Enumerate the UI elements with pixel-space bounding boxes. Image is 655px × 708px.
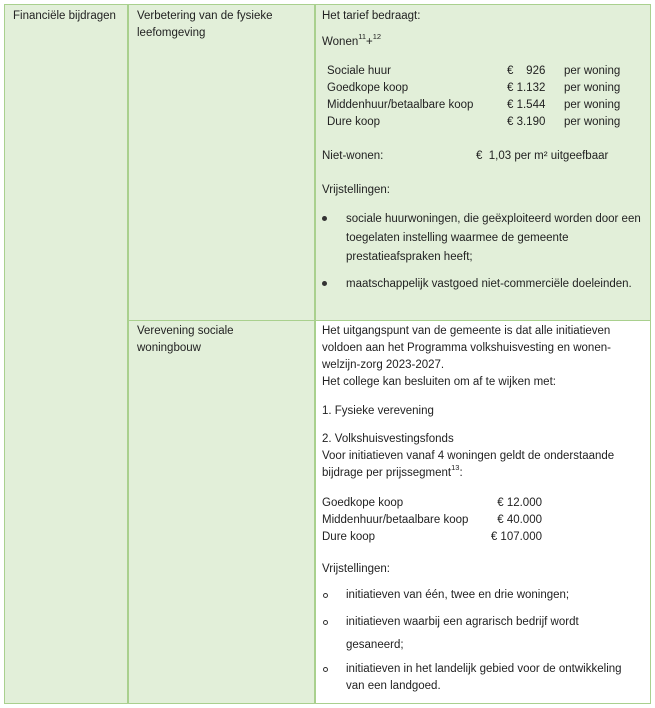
topic-cell-fysieke-leefomgeving: [128, 4, 315, 321]
vrijstelling-item-1: initiatieven van één, twee en drie woningen;: [346, 589, 570, 601]
bijdrage-label-2: Dure koop: [322, 531, 376, 543]
tarief-intro: Het tarief bedraagt:: [322, 10, 421, 22]
tarief-unit-0: per woning: [564, 65, 621, 77]
tarief-label-1: Goedkope koop: [327, 82, 409, 94]
bijdrage-amount-0: € 12.000: [497, 497, 542, 509]
vrijstelling-item-2-line-2: gesaneerd;: [346, 639, 404, 651]
bijdrage-amount-1: € 40.000: [497, 514, 542, 526]
optie-fysieke-verevening: 1. Fysieke verevening: [322, 405, 434, 417]
tarief-amount-3: € 3.190: [507, 116, 546, 128]
tarief-unit-1: per woning: [564, 82, 621, 94]
topic-line-1: Verevening sociale: [137, 325, 234, 337]
tarief-unit-2: per woning: [564, 99, 621, 111]
circle-bullet-icon: [323, 620, 328, 625]
tarief-label-0: Sociale huur: [327, 65, 391, 77]
niet-wonen-label: Niet-wonen:: [322, 150, 384, 162]
topic-line-2: leefomgeving: [137, 27, 206, 39]
vrijstelling-item-2: maatschappelijk vastgoed niet-commerciële doeleinden.: [346, 278, 632, 290]
topic-line-2: woningbouw: [137, 342, 201, 354]
topic-cell-verevening: [128, 320, 315, 704]
vrijstelling-item-3: initiatieven in het landelijk gebied voor de ontwikkeling van een landgoed.: [346, 663, 622, 692]
details-cell-verevening: [315, 320, 651, 704]
niet-wonen-value: € 1,03 per m² uitgeefbaar: [476, 150, 609, 162]
wonen-heading: Wonen$^{11}$+$^{12}$: [322, 32, 382, 48]
tarief-label-2: Middenhuur/betaalbare koop: [327, 99, 474, 111]
verevening-intro: Het uitgangspunt van de gemeente is dat alle initiatieven voldoen aan het Programma volkshuisvesting en wonen-welzijn-zorg 2023-2027.: [322, 325, 611, 371]
bijdrage-amount-2: € 107.000: [490, 531, 542, 543]
vrijstelling-item-2-line-1: initiatieven waarbij een agrarisch bedrijf wordt: [346, 616, 579, 628]
circle-bullet-icon: [323, 667, 328, 672]
college-text: Het college kan besluiten om af te wijken met:: [322, 376, 556, 388]
tarief-amount-2: € 1.544: [507, 99, 546, 111]
category-cell: [4, 4, 128, 704]
fonds-text: Voor initiatieven vanaf 4 woningen geldt de onderstaande bijdrage per prijssegment$^{13}$:: [322, 450, 615, 479]
topic-line-1: Verbetering van de fysieke: [137, 10, 273, 22]
vrijstelling-item-1: sociale huurwoningen, die geëxploiteerd worden door een toegelaten instelling waarmee de gemeente prestatieafspraken heeft;: [346, 213, 641, 263]
bijdrage-label-1: Middenhuur/betaalbare koop: [322, 514, 469, 526]
tarief-label-3: Dure koop: [327, 116, 381, 128]
tarief-amount-0: € 926: [507, 65, 546, 77]
bullet-icon: [322, 216, 327, 221]
circle-bullet-icon: [323, 593, 328, 598]
details-cell-fysieke-leefomgeving: [315, 4, 651, 321]
tarief-amount-1: € 1.132: [507, 82, 546, 94]
vrijstellingen-heading: Vrijstellingen:: [322, 563, 390, 575]
optie-volkshuisvestingsfonds: 2. Volkshuisvestingsfonds: [322, 433, 454, 445]
bullet-icon: [322, 281, 327, 286]
vrijstellingen-heading: Vrijstellingen:: [322, 184, 390, 196]
tarief-unit-3: per woning: [564, 116, 621, 128]
bijdrage-label-0: Goedkope koop: [322, 497, 404, 509]
category-label: Financiële bijdragen: [13, 10, 116, 22]
